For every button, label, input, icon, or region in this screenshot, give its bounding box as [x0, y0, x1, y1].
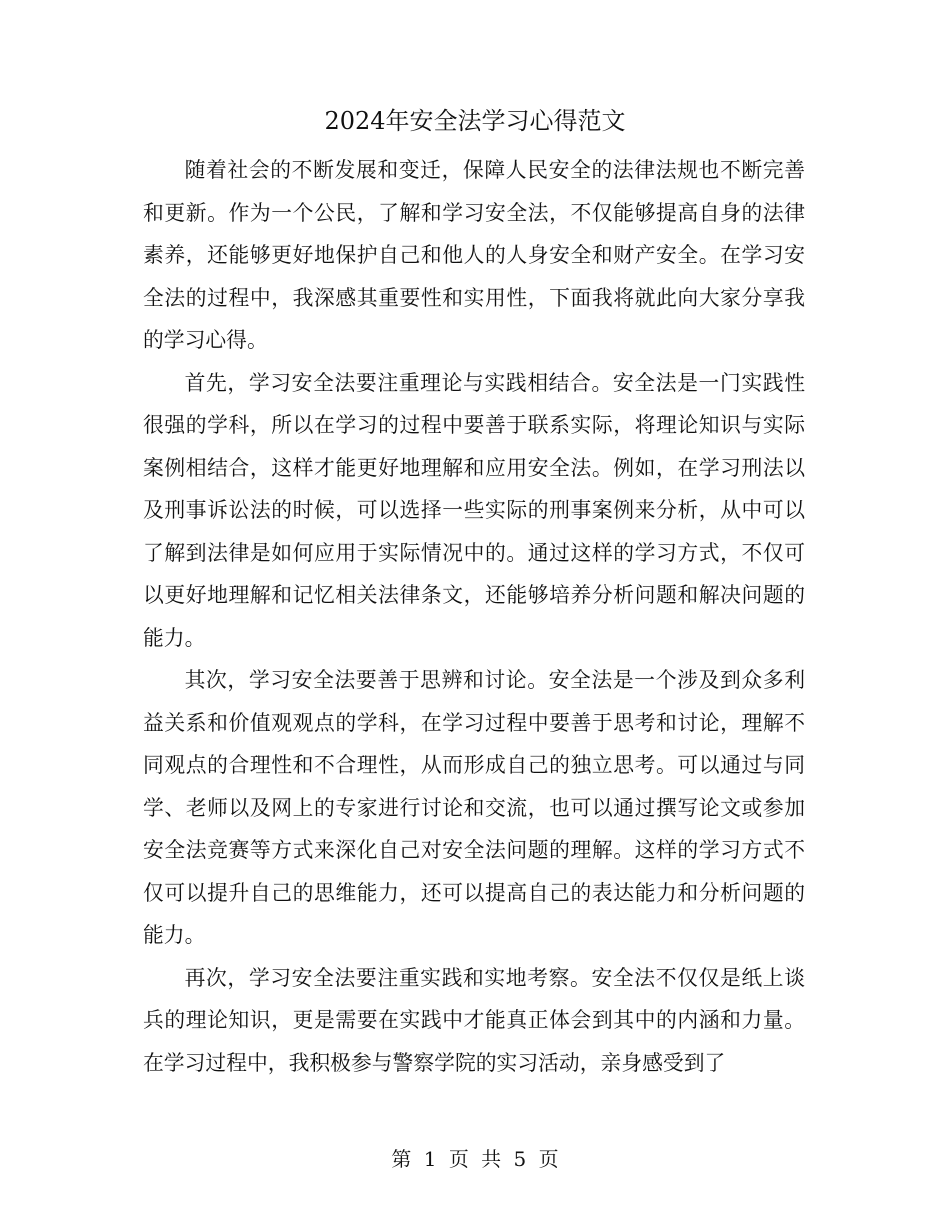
document-title: 2024年安全法学习心得范文: [324, 107, 626, 135]
paragraph-text: 首先，学习安全法要注重理论与实践相结合。安全法是一门实践性很强的学科，所以在学习的过程中要善于联系实际，将理论知识与实际案例相结合，这样才能更好地理解和应用安全法。例如，在学习刑法以及刑事诉讼法的时候，可以选择一些实际的刑事案例来分析，从中可以了解到法律是如何应用于实际情况中的。通过这样的学习方式，不仅可以更好地理解和记忆相关法律条文，还能够培养分析问题和解决问题的能力。: [143, 370, 805, 650]
paragraph-2: [143, 362, 805, 660]
paragraph-text: 随着社会的不断发展和变迁，保障人民安全的法律法规也不断完善和更新。作为一个公民，了解和学习安全法，不仅能够提高自身的法律素养，还能够更好地保护自己和他人的人身安全和财产安全。在学习安全法的过程中，我深感其重要性和实用性，下面我将就此向大家分享我的学习心得。: [143, 158, 805, 352]
paragraph-4: [143, 957, 805, 1085]
paragraph-text: 再次，学习安全法要注重实践和实地考察。安全法不仅仅是纸上谈兵的理论知识，更是需要在实践中才能真正体会到其中的内涵和力量。在学习过程中，我积极参与警察学院的实习活动，亲身感受到了: [143, 965, 805, 1075]
paragraph-text: 其次，学习安全法要善于思辨和讨论。安全法是一个涉及到众多利益关系和价值观观点的学科，在学习过程中要善于思考和讨论，理解不同观点的合理性和不合理性，从而形成自己的独立思考。可以通过与同学、老师以及网上的专家进行讨论和交流，也可以通过撰写论文或参加安全法竞赛等方式来深化自己对安全法问题的理解。这样的学习方式不仅可以提升自己的思维能力，还可以提高自己的表达能力和分析问题的能力。: [143, 668, 805, 947]
paragraph-3: [143, 659, 805, 957]
document-body: [143, 149, 805, 1084]
page-number-footer: 第 1 页 共 5 页: [391, 1147, 559, 1171]
paragraph-1: [143, 149, 805, 362]
